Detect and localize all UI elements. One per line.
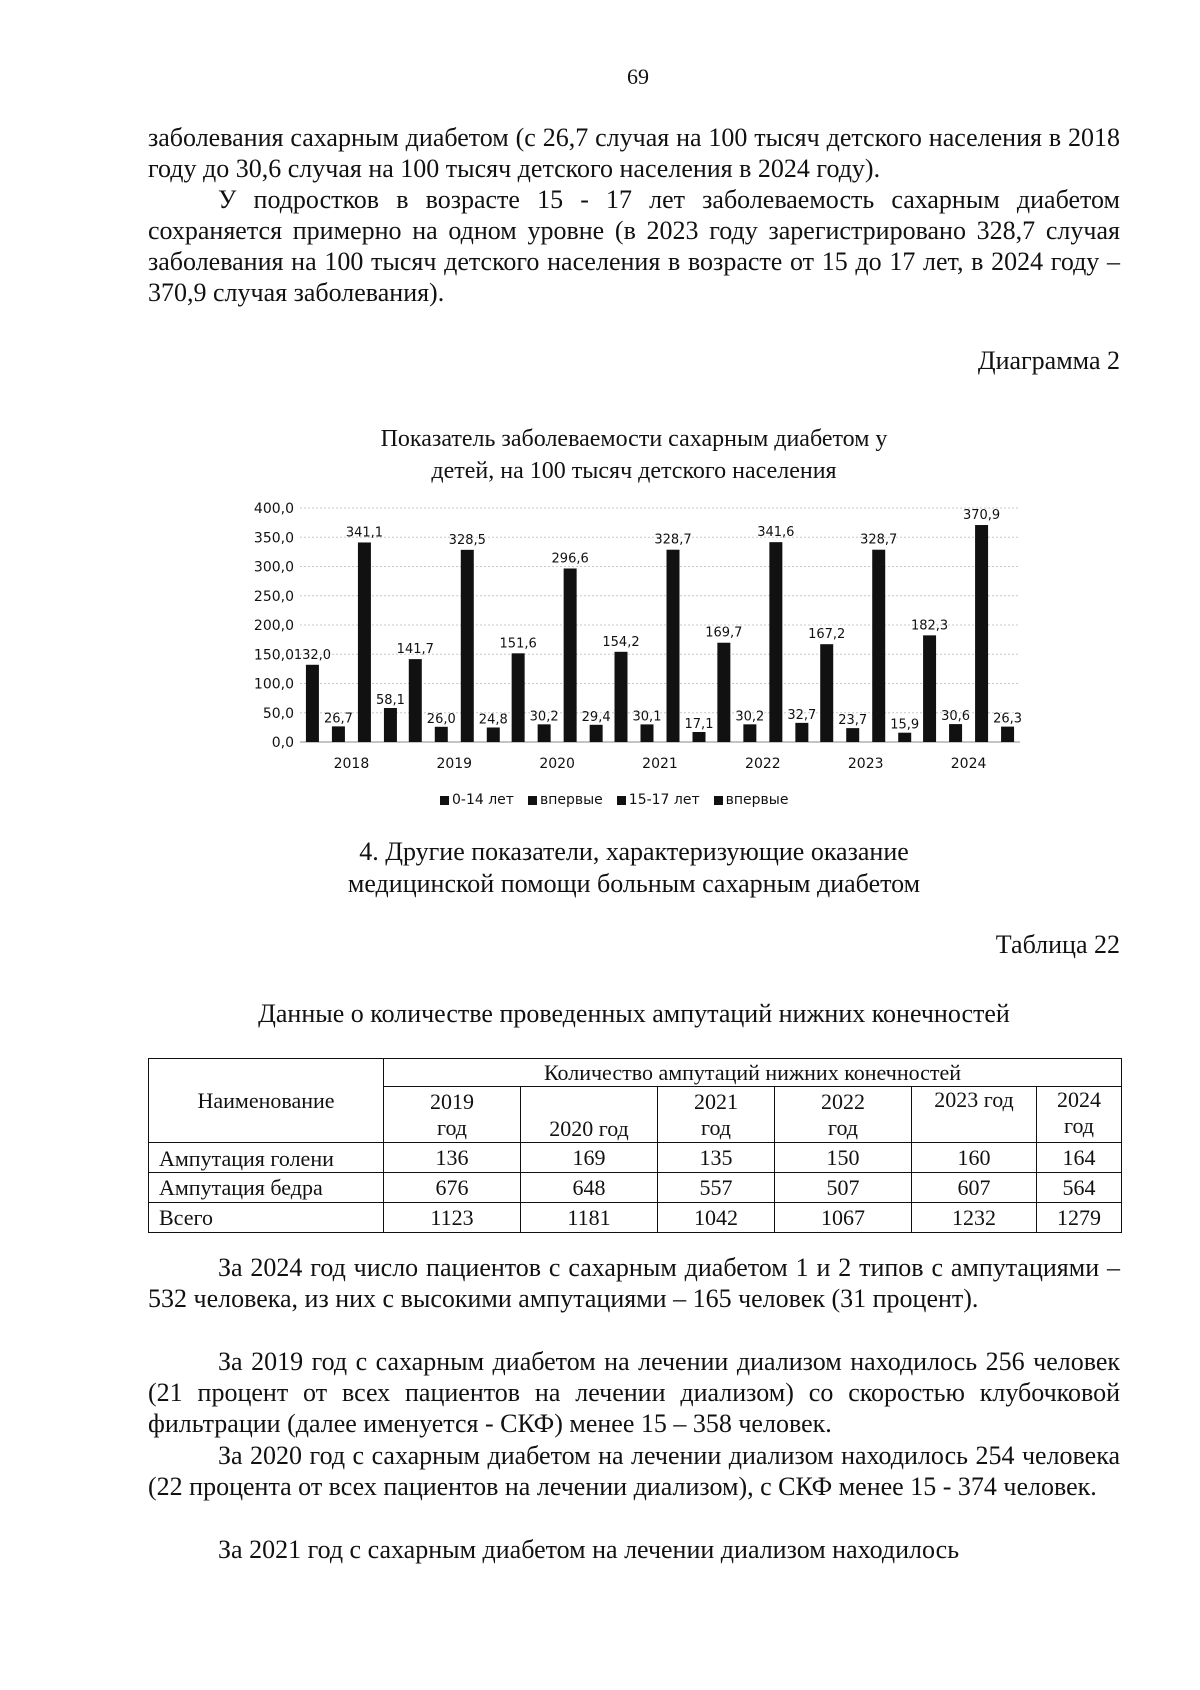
- legend-label: впервые: [725, 792, 789, 808]
- data-label: 26,0: [426, 711, 456, 727]
- cell: 564: [1037, 1173, 1122, 1203]
- y-tick-label: 50,0: [262, 705, 294, 722]
- incidence-bar-chart: [230, 490, 1030, 790]
- bar-1: [615, 652, 628, 742]
- legend-label: 0-14 лет: [452, 792, 514, 808]
- data-label: 30,1: [632, 709, 662, 725]
- cell: 648: [521, 1173, 658, 1203]
- data-label: 29,4: [581, 709, 611, 725]
- bar-1: [923, 635, 936, 742]
- cell: 1232: [912, 1203, 1037, 1233]
- bar-1: [306, 665, 319, 742]
- cell: 557: [658, 1173, 775, 1203]
- bar-3: [975, 525, 988, 742]
- y-tick-label: 350,0: [253, 530, 294, 547]
- x-tick-label: 2022: [745, 756, 781, 772]
- paragraph-adolescents: У подростков в возрасте 15 - 17 лет заболеваемость сахарным диабетом сохраняется примерно на одном уровне (в 2023 году зарегистрировано 328,7 случая заболевания на 100 тысяч детского населения в возрасте от 15 до 17 лет, в 2024 году – 370,9 случая заболевания).: [148, 185, 1120, 307]
- year-header: 2023 год: [912, 1087, 1037, 1143]
- x-tick-label: 2020: [539, 756, 575, 772]
- data-label: 341,6: [757, 525, 795, 541]
- cell: 150: [775, 1143, 912, 1173]
- bar-2: [743, 724, 756, 742]
- cell: 1279: [1037, 1203, 1122, 1233]
- cell: 135: [658, 1143, 775, 1173]
- legend-swatch: [528, 796, 537, 805]
- bar-2: [949, 724, 962, 742]
- row-name: Ампутация голени: [149, 1143, 384, 1173]
- chart-title-line2: детей, на 100 тысяч детского населения: [431, 458, 837, 484]
- data-label: 132,0: [293, 647, 332, 663]
- data-label: 151,6: [499, 636, 537, 652]
- x-tick-label: 2021: [642, 756, 678, 772]
- legend-swatch: [714, 796, 723, 805]
- bar-2: [332, 726, 345, 742]
- data-label: 26,3: [993, 711, 1023, 727]
- cell: 607: [912, 1173, 1037, 1203]
- bar-4: [898, 733, 911, 742]
- year-header: 2020 год: [521, 1087, 658, 1143]
- cell: 164: [1037, 1143, 1122, 1173]
- legend-item: [440, 792, 514, 808]
- bar-1: [512, 653, 525, 742]
- chart-title-line1: Показатель заболеваемости сахарным диабетом у: [380, 426, 888, 452]
- data-label: 58,1: [375, 693, 405, 709]
- paragraph-dialysis-2021: За 2021 год с сахарным диабетом на лечении диализом находилось: [218, 1535, 960, 1564]
- x-tick-label: 2023: [847, 756, 884, 772]
- data-label: 30,2: [735, 709, 765, 725]
- bar-3: [564, 568, 577, 742]
- bar-4: [1001, 727, 1014, 742]
- bar-2: [641, 724, 654, 742]
- cell: 1067: [775, 1203, 912, 1233]
- data-label: 17,1: [684, 716, 714, 732]
- data-label: 328,7: [860, 532, 898, 548]
- data-label: 30,6: [941, 709, 971, 725]
- data-label: 30,2: [529, 709, 559, 725]
- cell: 1042: [658, 1203, 775, 1233]
- y-tick-label: 300,0: [253, 559, 294, 576]
- bar-3: [872, 550, 885, 742]
- cell: 160: [912, 1143, 1037, 1173]
- y-tick-label: 0,0: [271, 735, 294, 751]
- x-tick-label: 2019: [436, 756, 473, 772]
- bar-4: [693, 732, 706, 742]
- paragraph-dialysis-2019: За 2019 год с сахарным диабетом на лечении диализом находилось 256 человек (21 процент от всех пациентов на лечении диализом) со скоростью клубочковой фильтрации (далее именуется - СКФ) менее 15 – 358 человек.: [148, 1347, 1120, 1438]
- y-tick-label: 100,0: [253, 676, 294, 693]
- cell: 1123: [384, 1203, 521, 1233]
- year-header: 2019 год: [384, 1087, 521, 1143]
- name-header: Наименование: [149, 1059, 384, 1143]
- year-header: 2022 год: [775, 1087, 912, 1143]
- bar-3: [461, 550, 474, 742]
- paragraph-continuation: заболевания сахарным диабетом (с 26,7 случая на 100 тысяч детского населения в 2018 году до 30,6 случая на 100 тысяч детского населения в 2024 году).: [148, 123, 1120, 183]
- data-label: 328,5: [448, 532, 486, 548]
- cell: 1181: [521, 1203, 658, 1233]
- data-label: 154,2: [602, 634, 640, 650]
- table-row: [149, 1143, 1122, 1173]
- table-label: Таблица 22: [995, 930, 1120, 959]
- table-row: [149, 1203, 1122, 1233]
- paragraph-amputations-2024: За 2024 год число пациентов с сахарным диабетом 1 и 2 типов с ампутациями – 532 человека, из них с высокими ампутациями – 165 человек (31 процент).: [148, 1253, 1120, 1313]
- data-label: 141,7: [396, 642, 434, 658]
- data-label: 167,2: [808, 627, 846, 643]
- y-tick-label: 150,0: [253, 647, 294, 664]
- bar-3: [358, 542, 371, 742]
- bar-1: [409, 659, 422, 742]
- paragraph-dialysis-2020: За 2020 год с сахарным диабетом на лечении диализом находилось 254 человека (22 процента от всех пациентов на лечении диализом), с СКФ менее 15 - 374 человек.: [148, 1441, 1120, 1501]
- legend-item: [528, 792, 603, 808]
- year-header: 2024 год: [1037, 1087, 1122, 1143]
- bar-4: [487, 727, 500, 742]
- table-title: Данные о количестве проведенных ампутаций нижних конечностей: [258, 999, 1010, 1028]
- section-heading-line1: 4. Другие показатели, характеризующие оказание: [359, 837, 909, 866]
- x-tick-label: 2018: [333, 756, 370, 772]
- data-label: 169,7: [705, 625, 743, 641]
- data-label: 26,7: [323, 711, 353, 727]
- section-heading-line2: медицинской помощи больным сахарным диабетом: [347, 869, 921, 898]
- bar-4: [384, 708, 397, 742]
- cell: 136: [384, 1143, 521, 1173]
- data-label: 296,6: [551, 551, 589, 567]
- bar-1: [820, 644, 833, 742]
- amputations-table: [148, 1058, 1122, 1233]
- diagram-label: Диаграмма 2: [977, 346, 1120, 375]
- legend-item: [714, 792, 789, 808]
- year-header: 2021 год: [658, 1087, 775, 1143]
- data-label: 23,7: [838, 713, 868, 729]
- bar-2: [435, 727, 448, 742]
- row-name: Ампутация бедра: [149, 1173, 384, 1203]
- group-header: Количество ампутаций нижних конечностей: [384, 1059, 1122, 1087]
- data-label: 328,7: [654, 532, 692, 548]
- cell: 676: [384, 1173, 521, 1203]
- data-label: 15,9: [890, 717, 920, 733]
- bar-4: [590, 725, 603, 742]
- legend-item: [617, 792, 700, 808]
- legend-swatch: [440, 796, 449, 805]
- y-tick-label: 400,0: [253, 501, 294, 517]
- data-label: 32,7: [787, 707, 817, 723]
- bar-3: [769, 542, 782, 742]
- legend-swatch: [617, 796, 626, 805]
- table-row: [149, 1173, 1122, 1203]
- cell: 507: [775, 1173, 912, 1203]
- y-tick-label: 200,0: [253, 618, 294, 634]
- legend-label: 15-17 лет: [628, 792, 700, 808]
- chart-legend: [440, 792, 788, 808]
- data-label: 341,1: [345, 525, 384, 541]
- x-tick-label: 2024: [950, 756, 987, 772]
- legend-label: впервые: [539, 792, 603, 808]
- page-number: 69: [627, 64, 649, 89]
- bar-4: [795, 723, 808, 742]
- cell: 169: [521, 1143, 658, 1173]
- row-name: Всего: [149, 1203, 384, 1233]
- data-label: 24,8: [478, 712, 508, 728]
- bar-2: [846, 728, 859, 742]
- bar-1: [717, 643, 730, 742]
- data-label: 370,9: [962, 508, 1001, 524]
- bar-3: [667, 550, 680, 742]
- data-label: 182,3: [910, 618, 949, 634]
- y-tick-label: 250,0: [253, 588, 294, 605]
- bar-2: [538, 724, 551, 742]
